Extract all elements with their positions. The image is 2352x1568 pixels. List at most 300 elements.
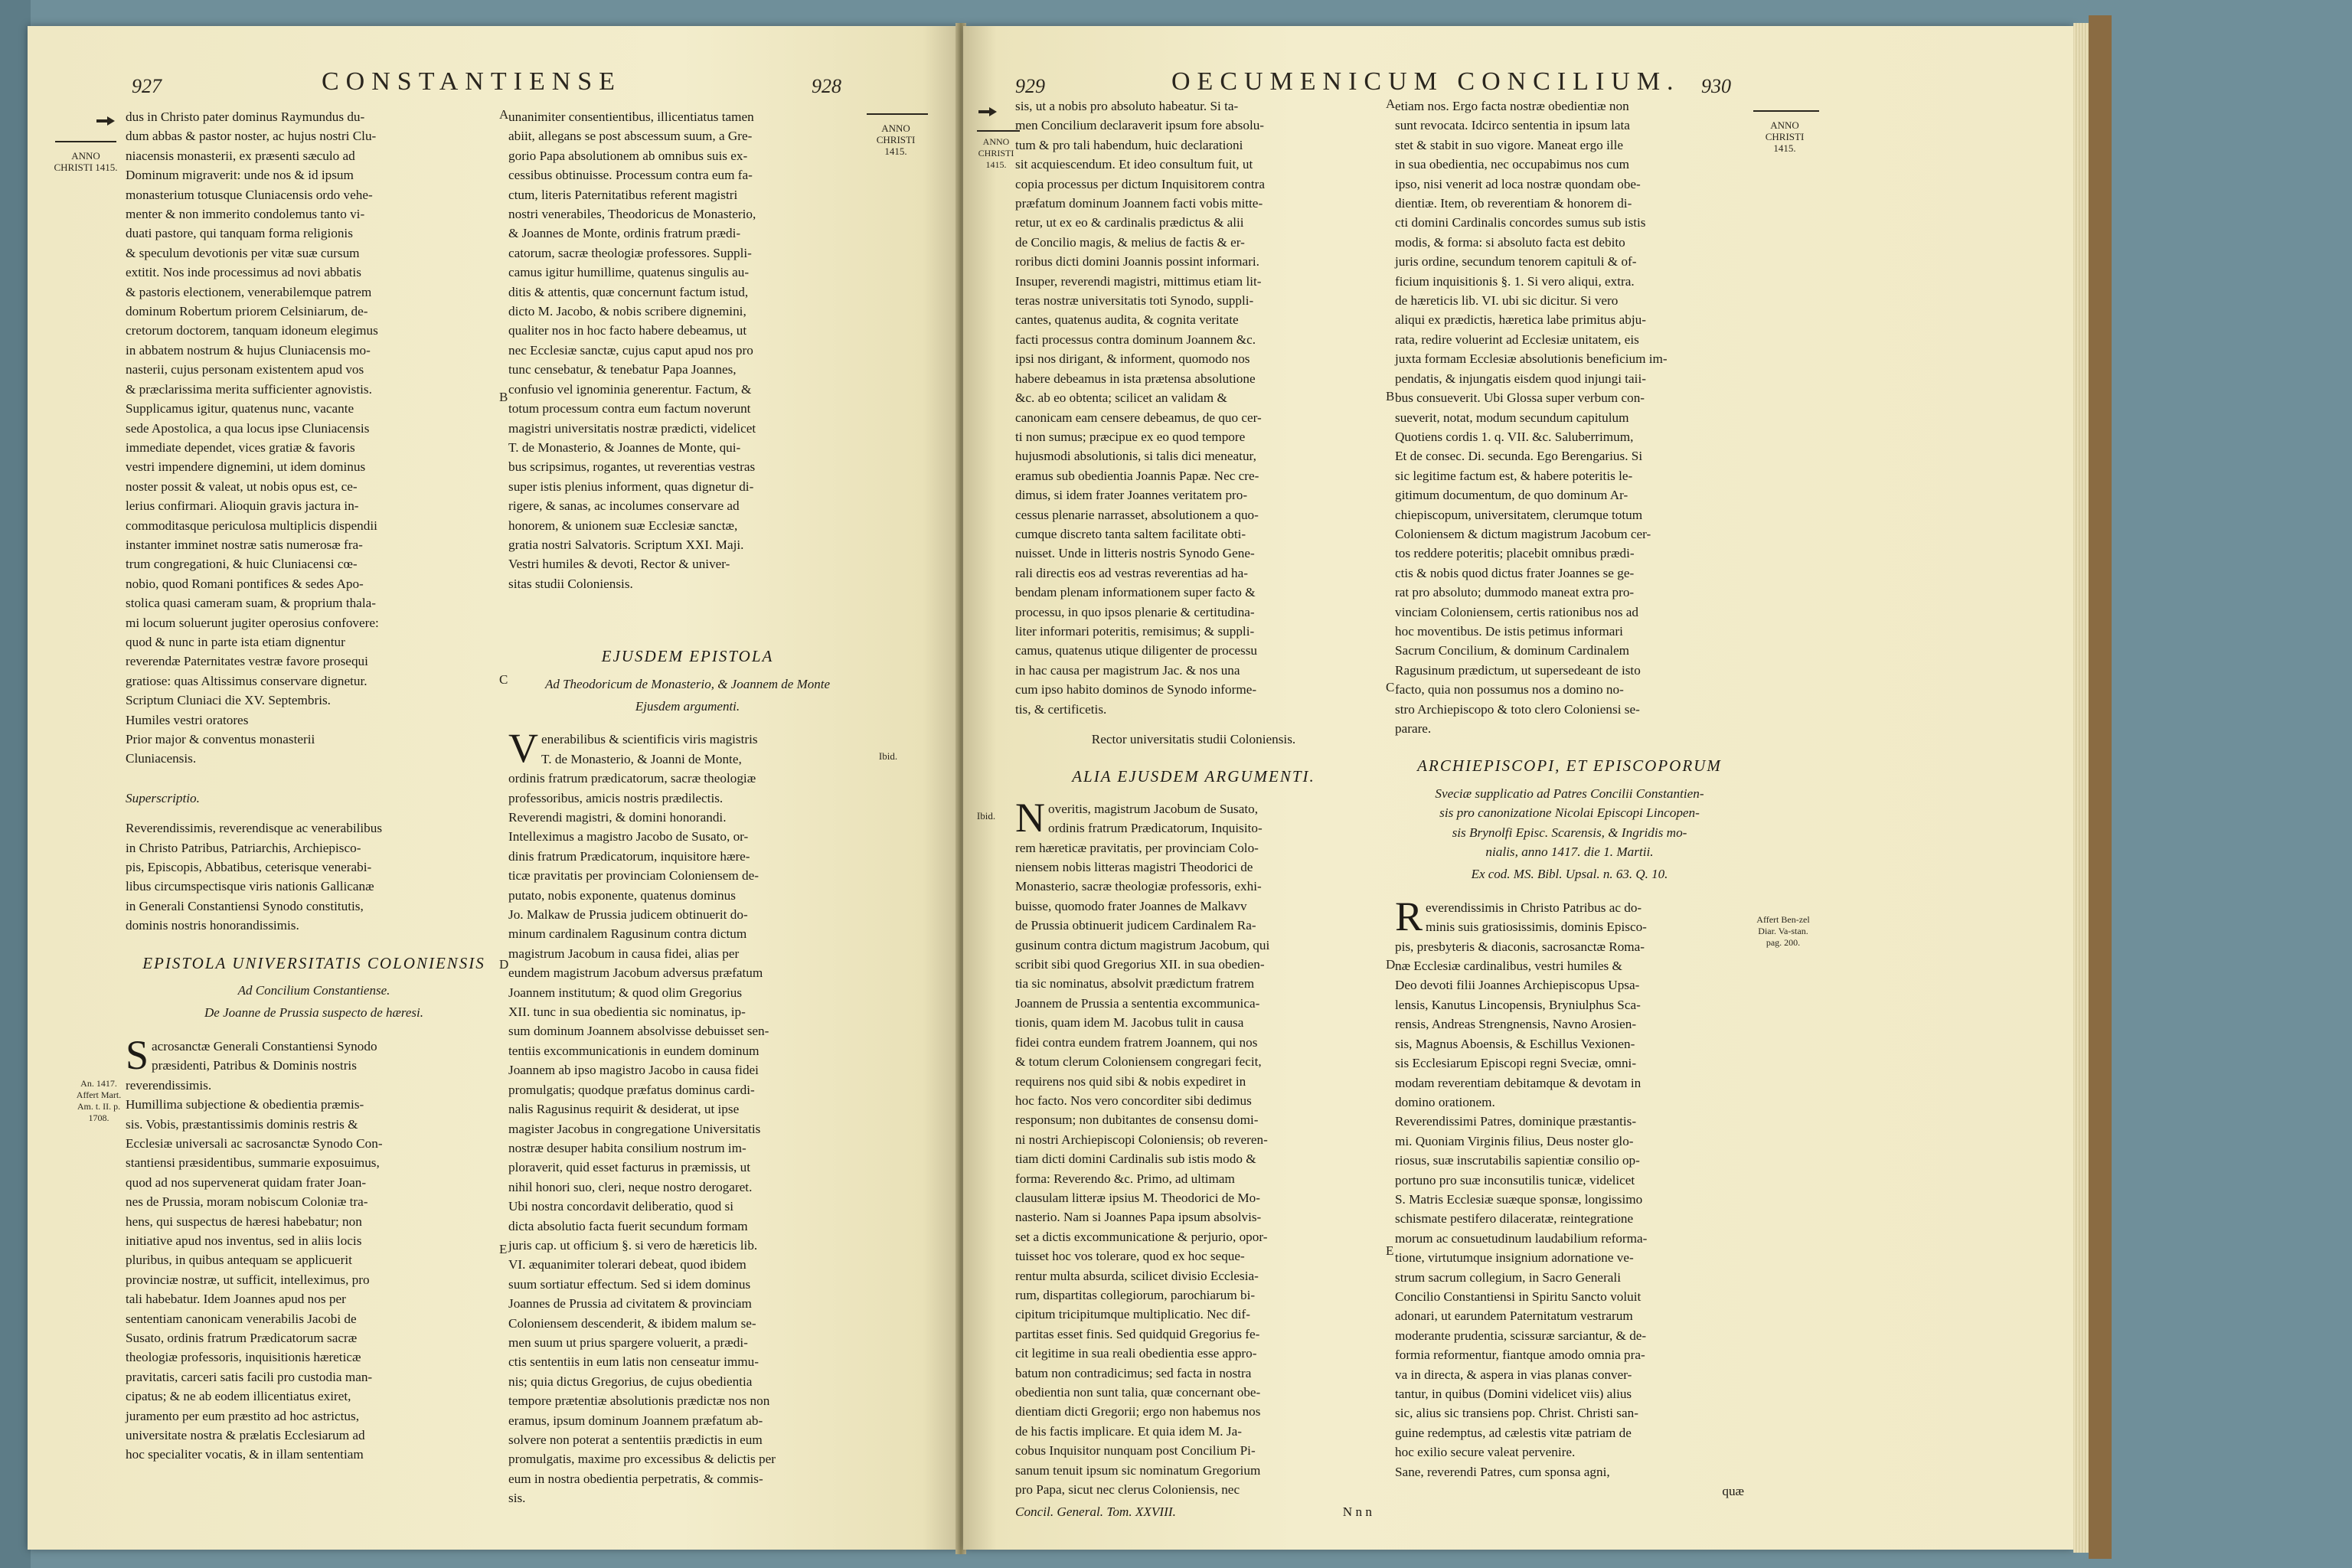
text-line: Ecclesiæ universali ac sacrosanctæ Synodo Con- (126, 1135, 383, 1151)
text-line: lensis, Kanutus Lincopensis, Bryniulphus Sca- (1395, 997, 1641, 1012)
text-line: morum ac consuetudinum laudabilium reforma- (1395, 1230, 1648, 1246)
text-line: dicto M. Jacobo, & nobis scribere dignemini, (508, 304, 746, 319)
text-line: bendam plenam informationem super facto & (1015, 585, 1256, 600)
text-line: dicta absolutio facta fuerit secundum formam (508, 1218, 748, 1233)
text-line: clausulam litteræ ipsius M. Theodorici de Mo- (1015, 1190, 1260, 1205)
text-line: in hac causa per magistrum Jac. & nos una (1015, 662, 1240, 678)
text-line: qualiter nos in hoc facto habere debeamus, ut (508, 323, 747, 338)
text-line: sic legitime factum est, & habere poteritis le- (1395, 468, 1633, 483)
text-line: ipso, nisi venerit ad loca nostræ quondam obe- (1395, 176, 1641, 191)
text-line: tempore prætentiæ absolutionis prædictæ nos non (508, 1393, 770, 1409)
text-line: pis, Episcopis, Abbatibus, ceterisque venerabi- (126, 860, 372, 875)
text-line: facti processus contra dominum Joannem &c. (1015, 332, 1256, 347)
text-line: cipatus; & ne ab eodem illicentiatus exiret, (126, 1389, 351, 1404)
text-line: T. de Monasterio, & Joannes de Monte, qui- (508, 439, 741, 455)
text-line: tionis, quam idem M. Jacobus tulit in causa (1015, 1015, 1244, 1031)
text-line: mi locum soluerunt jugiter operosius confovere: (126, 615, 379, 630)
text-line: Prior major & conventus monasterii (126, 732, 315, 746)
text-line: hoc exilio secure valeat pervenire. (1395, 1445, 1576, 1460)
text-line: lerius confirmari. Alioquin gravis jactura in- (126, 498, 359, 514)
text-column (1395, 96, 1744, 1501)
text-line: rum, dispartitas collegiorum, parochiarum bi- (1015, 1287, 1256, 1302)
text-line: solvere non poterat a sententiis prædictis in eum (508, 1432, 763, 1447)
text-line: sede Apostolica, a qua locus ipse Cluniacensis (126, 420, 370, 436)
text-line: Ragusinum prædictum, ut supersedeant de isto (1395, 662, 1641, 678)
text-line: gusinum contra dictum magistrum Jacobum, qui (1015, 937, 1270, 952)
text-column (126, 107, 502, 1465)
section-subtitle: De Joanne de Prussia suspecto de hæresi. (204, 1005, 423, 1021)
section-subtitle: Ad Concilium Constantiense. (237, 983, 390, 998)
text-line: camus, quatenus utique diligenter de processu (1015, 643, 1257, 658)
text-line: sueverit, notat, modum secundum capitulum (1395, 410, 1629, 425)
text-line: ctum, literis Paternitatibus referent magistri (508, 187, 738, 202)
text-line: in sua obedientia, nec occupabimus nos cum (1395, 157, 1629, 172)
text-line: cessus plenarie narrasset, absolutionem a quo- (1015, 507, 1259, 522)
text-line: bus consueverit. Ubi Glossa super verbum con- (1395, 390, 1645, 406)
text-line: immediate dependet, vices gratiæ & favoris (126, 439, 355, 455)
text-line: Susato, ordinis fratrum Prædicatorum sacræ (126, 1330, 358, 1345)
text-line: obedientia non sunt talia, quæ concernant obe- (1015, 1385, 1261, 1400)
text-line: ordinis fratrum prædicatorum, sacræ theologiæ (508, 771, 756, 786)
text-column (1015, 96, 1372, 1522)
text-line: Vestri humiles & devoti, Rector & univer- (508, 557, 730, 572)
section-title: ALIA EJUSDEM ARGUMENTI. (1072, 767, 1315, 786)
text-line: nihil honori suo, cleri, neque nostro derogaret. (508, 1179, 753, 1194)
text-line: schismate pestifero dilaceratæ, reintegratione (1395, 1211, 1634, 1227)
text-line: rentur multa absurda, scilicet divisio Ecclesia- (1015, 1268, 1259, 1283)
text-line: præfatum dominum Joannem facti vobis mitte- (1015, 196, 1263, 211)
text-line: hujusmodi absolutionis, si talis dici meneatur, (1015, 449, 1256, 464)
text-line: Joannem ab ipso magistro Jacobo in causa fidei (508, 1063, 759, 1078)
text-line: initiative apud nos inventus, sed in aliis locis (126, 1233, 362, 1248)
page-number: 928 (812, 75, 841, 97)
text-line: liter informari poteritis, remisimus; & suppli- (1015, 623, 1255, 639)
text-line: reverendæ Paternitates vestræ favore prosequi (126, 654, 368, 669)
section-title: EPISTOLA UNIVERSITATIS COLONIENSIS (142, 953, 485, 972)
text-line: nasterio. Nam si Joannes Papa ipsum absolvis- (1015, 1210, 1262, 1225)
text-line: chiepiscopum, universitatem, clerumque totum (1395, 507, 1643, 522)
text-line: & Joannes de Monte, ordinis fratrum prædi- (508, 226, 741, 241)
text-line: Sacrum Concilium, & dominum Cardinalem (1395, 643, 1629, 658)
text-line: nis; quia dictus Gregorius, de cujus obedientia (508, 1374, 753, 1389)
text-line: & præclarissima merita sufficienter agnovistis. (126, 381, 372, 397)
text-line: in Christo Patribus, Patriarchis, Archiepisco- (126, 840, 361, 855)
text-line: S. Matris Ecclesiæ suæque sponsæ, longissimo (1395, 1191, 1643, 1207)
text-line: stet & stabit in suo vigore. Maneat ergo ille (1395, 137, 1624, 152)
text-line: sunt revocata. Idcirco sententia in ipsum lata (1395, 118, 1630, 133)
text-line: catorum, sacræ theologiæ professores. Suppli- (508, 245, 752, 260)
text-line: de his factis implicare. Et quia idem M. Ja- (1015, 1423, 1242, 1439)
text-line: trum congregationi, & huic Cluniacensi cœ- (126, 557, 358, 572)
text-line: tuisset hoc vos tolerare, quod ex hoc seque- (1015, 1249, 1245, 1264)
text-line: hoc moventibus. De istis petimus informari (1395, 623, 1623, 639)
text-line: aliqui ex prædictis, hæretica labe primitus abju- (1395, 312, 1646, 328)
text-line: Joannem de Prussia a sententia excommunica- (1015, 995, 1260, 1011)
text-line: Intelleximus a magistro Jacobo de Susato, or- (508, 829, 749, 844)
text-line: dientiam dicti Gregorii; ergo non habemus nos (1015, 1404, 1261, 1419)
text-line: Supplicamus igitur, quatenus nunc, vacante (126, 401, 354, 416)
text-line: sis, ut a nobis pro absoluto habeatur. Si ta- (1015, 99, 1239, 113)
text-line: ticæ pravitatis per provinciam Coloniensem de- (508, 868, 759, 884)
text-line: de hæreticis lib. VI. ubi sic dicitur. Si vero (1395, 293, 1619, 309)
text-line: rali directis eos ad vestras reverentias ad ha- (1015, 565, 1248, 580)
text-line: responsum; non dubitantes de consensu domi- (1015, 1112, 1259, 1128)
text-line: buisse, quomodo frater Joannes de Malkavv (1015, 898, 1247, 913)
text-line: Humiles vestri oratores (126, 712, 249, 727)
text-line: requirens nos quid sibi & nobis expediret in (1015, 1073, 1246, 1089)
drop-cap: R (1395, 893, 1423, 939)
text-line: extitit. Nos inde processimus ad novi abbatis (126, 265, 361, 280)
text-line: portuno pro suæ inconsutilis tunicæ, videlicet (1395, 1172, 1635, 1187)
catchword: quæ (1722, 1484, 1744, 1499)
text-line: Cluniacensis. (126, 751, 197, 766)
text-line: Joannem institutum; & quod olim Gregorius (508, 985, 743, 1000)
text-line: dimus, si idem frater Joannes veritatem pro- (1015, 488, 1248, 503)
margin-note: Affert Ben-zel Diar. Va-stan. pag. 200. (1756, 914, 1810, 948)
section-letter: C (1386, 680, 1395, 694)
text-column (508, 107, 867, 1508)
text-line: & speculum devotionis per vitæ suæ cursum (126, 245, 360, 260)
text-line: totum processum contra eum factum noverunt (508, 401, 751, 416)
text-line: sententiam canonicam venerabilis Jacobi de (126, 1311, 357, 1326)
text-line: modam reverentiam debitamque & devotam in (1395, 1075, 1642, 1090)
text-line: tia sic nominatus, absolvit prædictum fratrem (1015, 976, 1255, 991)
text-line: nostri venerabiles, Theodoricus de Monasterio, (508, 207, 756, 222)
text-line: cobus Inquisitor nunquam post Concilium Pi- (1015, 1443, 1256, 1459)
text-line: hens, qui suspectus de hæresi habebatur; non (126, 1214, 362, 1229)
text-line: ctis sententiis in eum latis non censeatur immu- (508, 1354, 759, 1370)
text-line: Coloniensem & dictum magistrum Jacobum cer- (1395, 526, 1651, 541)
text-line: ti non sumus; præcipue ex eo quod tempore (1015, 429, 1246, 444)
text-line: tum & pro tali habendum, huic declarationi (1015, 137, 1243, 152)
margin-note: Ibid. (878, 750, 898, 762)
text-line: partitas esset finis. Sed quidquid Gregorius fe- (1015, 1326, 1260, 1341)
text-line: sum dominum Joannem absolvisse debuisset sen- (508, 1024, 769, 1039)
source-note: Ex cod. MS. Bibl. Upsal. n. 63. Q. 10. (1471, 867, 1668, 882)
text-line: Ubi nostra concordavit deliberatio, quod si (508, 1199, 734, 1214)
text-line: sis. (508, 1491, 526, 1506)
text-line: tunc censebatur, & tenebatur Papa Joannes, (508, 362, 737, 377)
text-line: de Prussia obtinuerit judicem Cardinalem Ra- (1015, 918, 1256, 933)
section-letter: D (499, 957, 509, 972)
margin-rule (55, 141, 116, 142)
text-line: cum ipso habito dominos de Synodo informe- (1015, 682, 1257, 697)
text-line: tis, & certificetis. (1015, 701, 1107, 717)
text-line: juxta formam Ecclesiæ absolutionis beneficium im- (1395, 351, 1668, 367)
text-line: unanimiter consentientibus, illicentiatus tamen (508, 109, 754, 124)
text-line: rigere, & sanas, ac incolumes conservare ad (508, 498, 740, 514)
text-line: dominum Robertum priorem Celsiniarum, de- (126, 304, 368, 319)
text-line: niacensis monasterii, ex præsenti sæculo ad (126, 148, 355, 163)
text-line: Reverendissimis, reverendisque ac venerabilibus (126, 821, 383, 836)
text-line: nialis, anno 1417. die 1. Martii. (1485, 844, 1654, 860)
text-line: nalis Ragusinus requirit & desiderat, ut ipse (508, 1102, 740, 1117)
text-line: & pastoris electionem, venerabilemque patrem (126, 284, 372, 299)
text-line: Venerabilibus & scientificis viris magistris (508, 725, 758, 772)
text-line: & totum clerum Coloniensem congregari fecit, (1015, 1054, 1262, 1070)
section-title: Superscriptio. (126, 790, 200, 805)
text-line: honorem, & unionem suæ Ecclesiæ sanctæ, (508, 518, 738, 533)
running-head: CONSTANTIENSE (322, 67, 622, 96)
text-line: men suum ut prius spargere voluerit, a prædi- (508, 1334, 748, 1350)
text-line: putato, nobis exponente, quatenus dominus (508, 887, 736, 903)
text-line: niensem nobis litteras magistri Theodorici de (1015, 860, 1253, 875)
text-line: Coloniensem descenderit, & ibidem malum se- (508, 1315, 756, 1331)
text-line: Et de consec. Di. secunda. Ego Berengarius. Si (1395, 449, 1643, 464)
text-line: commoditasque periculosa multiplicis dispendii (126, 518, 377, 533)
pointing-hand-icon (95, 113, 118, 129)
text-line: Quotiens cordis 1. q. VII. &c. Saluberrimum, (1395, 429, 1634, 444)
text-line: sitas studii Coloniensis. (508, 576, 633, 591)
text-line: in Generali Constantiensi Synodo constitutis, (126, 898, 364, 913)
text-line: VI. æquanimiter tolerari debeat, quod ibidem (508, 1257, 746, 1272)
text-line: habere debeamus in ista prætensa absolutione (1015, 371, 1256, 386)
text-line: parare. (1395, 721, 1432, 736)
text-line: cretorum doctorem, tanquam idoneum elegimus (126, 323, 378, 338)
text-line: nobio, quod Romani pontifices & sedes Apo- (126, 576, 364, 591)
footer-volume: Concil. General. Tom. XXVIII. (1015, 1504, 1176, 1520)
text-line: rem hæreticæ pravitatis, per provinciam Colo- (1015, 840, 1259, 855)
text-line: sis. Vobis, præstantissimis dominis restris & (126, 1116, 358, 1132)
text-line: ploraverit, quid esset facturus in præmissis, ut (508, 1160, 751, 1175)
text-line: monasterium totusque Cluniacensis ordo vehe- (126, 187, 373, 202)
text-line: adonari, ut earundem Paternitatum vestrarum (1395, 1308, 1633, 1324)
text-line: Reverendi magistri, & domini honorandi. (508, 810, 727, 825)
section-letter: E (1386, 1243, 1394, 1258)
text-line: va in directa, & aspera in vias planas conver- (1395, 1367, 1632, 1382)
text-line: gratiose: quas Altissimus conservare dignetur. (126, 673, 368, 688)
text-line: stro Archiepiscopo & toto clero Coloniensi se- (1395, 701, 1640, 717)
section-letter: A (499, 107, 509, 122)
text-line: nuisset. Unde in litteris nostris Synodo Gene- (1015, 546, 1255, 561)
text-line: gitimum documentum, de quo dominum Ar- (1395, 488, 1628, 503)
text-line: confusio vel ignominia generentur. Factum, & (508, 381, 752, 397)
text-line: sis, Magnus Aboensis, & Eschillus Vexionen- (1395, 1036, 1635, 1051)
text-line: sis Ecclesiarum Episcopi regni Sveciæ, omni- (1395, 1056, 1637, 1071)
signature: Rector universitatis studii Coloniensis. (1091, 732, 1296, 746)
text-line: præsidenti, Patribus & Dominis nostris (152, 1058, 357, 1073)
text-line: stantiensi præsidentibus, summarie exposuimus, (126, 1155, 380, 1171)
text-line: ditis & attentis, quæ concernunt factum istud, (508, 284, 749, 299)
text-line: &c. ab eo obtenta; scilicet an validam & (1015, 390, 1227, 406)
text-line: tiam dicti domini Cardinalis sub istis modo & (1015, 1152, 1256, 1167)
text-line: XII. tunc in sua obedientia sic nominatus, ip- (508, 1004, 746, 1020)
text-line: Noveritis, magistrum Jacobum de Susato, (1015, 794, 1259, 841)
text-line: minis suis gratiosissimis, dominis Episco- (1426, 920, 1647, 935)
text-line: nes de Prussia, moram nobiscum Coloniæ tra- (126, 1194, 368, 1210)
text-line: formia reformentur, fiantque amodo omnia pra- (1395, 1348, 1645, 1363)
text-line: gratia nostri Salvatoris. Scriptum XXI. Maji. (508, 537, 744, 552)
text-line: ipsi nos dirigant, & informent, quomodo nos (1015, 351, 1250, 367)
text-line: gorio Papa absolutionem ab omnibus suis ex- (508, 148, 748, 163)
text-line: canonicam eam censere debeamus, de quo cer- (1015, 410, 1262, 425)
text-line: Insuper, reverendi magistri, mittimus etiam lit- (1015, 273, 1262, 289)
text-line: pluribus, in quibus antequam se applicuerit (126, 1253, 352, 1268)
text-line: juris ordine, secundum tenorem capituli & of- (1395, 254, 1637, 270)
text-line: suum sortiatur effectum. Sed si idem dominus (508, 1276, 751, 1292)
section-letter: C (499, 672, 508, 687)
text-line: nostræ desuper habita consilium nostrum im- (508, 1140, 746, 1155)
text-line: reverendissimis. (126, 1077, 212, 1093)
text-line: eum in nostra obedientia perpetratis, & commis- (508, 1471, 763, 1486)
margin-note: An. 1417. Affert Mart. Am. t. II. p. 1708. (76, 1078, 122, 1123)
text-line: Joannes de Prussia ad civitatem & provinciam (508, 1296, 752, 1312)
text-line: scribit sibi quod Gregorius XII. in sua obedien- (1015, 957, 1265, 972)
text-line: Jo. Malkaw de Prussia judicem obtinuerit do- (508, 907, 748, 923)
text-line: copia processus per dictum Inquisitorem contra (1015, 176, 1265, 191)
text-line: cti domini Cardinalis concordes sumus sub istis (1395, 215, 1646, 230)
text-line: ordinis fratrum Prædicatorum, Inquisito- (1048, 821, 1263, 836)
text-line: eramus sub obedientia Joannis Papæ. Nec cre- (1015, 468, 1259, 483)
text-line: set a dictis excommunicatione & perjurio, opor- (1015, 1229, 1268, 1244)
page-edges (2073, 23, 2089, 1553)
text-line: cumque discreto tanta saltem facilitate obti- (1015, 526, 1246, 541)
text-line: mi. Quoniam Virginis filius, Deus noster glo- (1395, 1133, 1634, 1148)
text-line: magister Jacobus in congregatione Universitatis (508, 1121, 761, 1136)
text-line: cit legitime in sua reali obedientia esse appro- (1015, 1346, 1257, 1361)
margin-rule (1753, 110, 1819, 112)
text-line: nasterii, cujus personam existentem apud vos (126, 362, 364, 377)
margin-year: ANNO CHRISTI 1415. (876, 122, 916, 157)
text-line: roribus dicti domini Joannis possint informari. (1015, 254, 1259, 270)
text-line: pis, presbyteris & diaconis, sacrosanctæ Roma- (1395, 939, 1645, 954)
text-line: guine redemptus, ad cælestis vitæ patriam de (1395, 1425, 1632, 1440)
page-number: 929 (1015, 75, 1045, 97)
text-line: cessibus obtinuisse. Processum contra eum fa- (508, 168, 753, 183)
text-line: sanum tenuit ipsum sic nominatum Gregorium (1015, 1462, 1261, 1478)
margin-year: ANNO CHRISTI 1415. (978, 136, 1014, 170)
text-line: stolica quasi cameram suam, & proprium thala- (126, 596, 376, 611)
text-line: dus in Christo pater dominus Raymundus du- (126, 109, 365, 124)
text-line: rata, redire voluerint ad Ecclesiæ unitatem, eis (1395, 332, 1639, 347)
text-line: dinis fratrum Prædicatorum, inquisitore hære- (508, 848, 750, 864)
text-line: eundem magistrum Jacobum adversus præfatum (508, 965, 763, 981)
drop-cap: S (126, 1031, 149, 1078)
section-letter: D (1386, 957, 1396, 972)
text-line: facto, quia non possumus nos a domino no- (1395, 682, 1624, 697)
text-line: men Concilium declaraverit ipsum fore absolu- (1015, 118, 1265, 133)
page-number: 930 (1701, 75, 1731, 97)
text-line: dum abbas & pastor noster, ac hujus nostri Clu- (126, 129, 377, 144)
text-line: in abbatem nostrum & hujus Cluniacensis mo- (126, 342, 371, 358)
section-title: EJUSDEM EPISTOLA (601, 647, 774, 666)
text-line: Humillima subjectione & obedientia præmis- (126, 1097, 364, 1112)
text-line: tentiis excommunicationis in eundem dominum (508, 1043, 760, 1058)
text-line: super istis plenius informent, quas dignetur di- (508, 479, 754, 494)
text-line: modis, & forma: si absoluto facta est debito (1395, 234, 1625, 250)
running-head: OECUMENICUM CONCILIUM. (1171, 67, 1681, 96)
text-line: eramus, ipsum dominum Joannem præfatum ab- (508, 1413, 763, 1428)
text-line: Reverendissimi Patres, dominique præstantis- (1395, 1114, 1637, 1129)
text-line: fidei contra eundem fratrem Joannem, qui nos (1015, 1034, 1258, 1050)
signature-mark: N n n (1342, 1504, 1372, 1520)
text-line: vinciam Coloniensem, certis rationibus nos ad (1395, 604, 1638, 619)
text-line: tione, virtutumque insignium adornatione ve- (1395, 1250, 1634, 1266)
text-line: menter & non immerito condolemus tanto vi- (126, 207, 365, 222)
text-line: processu, in quo ipsos plenarie & certitudina- (1015, 604, 1255, 619)
text-line: retur, ut ex eo & cardinalis prædictus & alii (1015, 215, 1244, 230)
text-line: vestri impendere dignemini, ut idem dominus (126, 459, 366, 475)
page-number: 927 (132, 75, 162, 97)
text-line: juramento per eum præstito ad hoc astrictus, (126, 1408, 360, 1423)
text-line: Dominum migraverit: unde nos & id ipsum (126, 168, 354, 183)
text-line: tos reddere poteritis; placebit omnibus prædi- (1395, 546, 1635, 561)
section-subtitle: Ejusdem argumenti. (635, 698, 740, 714)
margin-year: ANNO CHRISTI 1415. (1765, 119, 1805, 154)
text-line: moderante prudentia, scissuræ sarciantur, & de- (1395, 1328, 1647, 1343)
text-line: rat pro absoluto; dummodo maneat extra pro- (1395, 585, 1635, 600)
section-letter: E (499, 1242, 508, 1256)
text-line: Scriptum Cluniaci die XV. Septembris. (126, 693, 331, 708)
text-line: pendatis, & injungatis eisdem quod injungi taii- (1395, 371, 1646, 386)
text-line: hoc specialiter vocatis, & in illam sententiam (126, 1447, 364, 1462)
text-line: ctis & nobis quod dictus frater Joannes se ge- (1395, 565, 1635, 580)
text-line: tantur, in quibus (Domini videlicet viis) alius (1395, 1387, 1632, 1401)
text-line: Concilio Constantiensi in Spiritu Sancto voluit (1395, 1289, 1642, 1304)
section-letter: B (1386, 389, 1395, 403)
text-line: dientiæ. Item, ob reverentiam & honorem di- (1395, 196, 1632, 211)
text-line: riosus, suæ inscrutabilis sapientiæ consilio op- (1395, 1153, 1640, 1168)
text-line: professoribus, amicis nostris prædilectis. (508, 790, 724, 805)
text-line: sis Brynolfi Episc. Scarensis, & Ingridis mo- (1452, 825, 1687, 840)
margin-year: ANNO CHRISTI 1415. (54, 150, 118, 173)
text-line: dominis nostris honorandissimis. (126, 918, 299, 933)
text-line: Monasterio, sacræ theologiæ professoris, exhi- (1015, 879, 1262, 894)
text-line: strum sacrum collegium, in Sacro Generali (1395, 1269, 1621, 1285)
text-line: sis pro canonizatione Nicolai Episcopi Lincopen- (1439, 805, 1700, 821)
section-letter: A (1386, 96, 1396, 111)
text-line: cipitum tricipitumque multiplicatio. Nec dif- (1015, 1307, 1250, 1322)
section-subtitle: Ad Theodoricum de Monasterio, & Joannem de Monte (544, 676, 831, 691)
text-line: batum non contradicimus; sed facta in nostra (1015, 1365, 1252, 1380)
text-line: domino orationem. (1395, 1094, 1495, 1109)
text-line: instanter imminet nostræ satis numerosæ fra- (126, 537, 363, 552)
text-line: Sacrosanctæ Generali Constantiensi Synodo (126, 1031, 377, 1078)
text-line: næ Ecclesiæ cardinalibus, vestri humiles & (1395, 959, 1622, 974)
text-line: provinciæ nostræ, ut sufficit, intelleximus, pro (126, 1272, 370, 1287)
text-line: Sveciæ supplicatio ad Patres Concilii Constantien- (1435, 786, 1704, 801)
text-line: juris cap. ut officium §. si vero de hæreticis lib. (508, 1237, 758, 1253)
text-line: T. de Monasterio, & Joanni de Monte, (541, 751, 742, 766)
text-line: sic, alius sic transiens pop. Christ. Christi san- (1395, 1406, 1638, 1421)
text-line: etiam nos. Ergo facta nostræ obedientiæ non (1395, 99, 1629, 113)
text-line: nec Ecclesiæ sanctæ, cujus caput apud nos pro (508, 342, 753, 358)
text-line: promulgatis, maxime pro excessibus & delictis per (508, 1452, 776, 1467)
text-line: de Concilio magis, & melius de factis & er- (1015, 234, 1245, 250)
text-line: universitate nostra & prælatis Ecclesiarum ad (126, 1428, 365, 1442)
text-line: magistrum Jacobum in causa fidei, alias per (508, 946, 740, 961)
text-line: rensis, Andreas Strengnensis, Navno Arosien- (1395, 1017, 1637, 1032)
text-line: theologiæ professoris, inquisitionis hæreticæ (126, 1350, 361, 1365)
text-line: promulgatis; quodque præfatus dominus cardi- (508, 1082, 755, 1097)
text-line: sit acquiescendum. Et ideo consultum fuit, ut (1015, 157, 1253, 172)
book-cover (2089, 15, 2112, 1559)
text-line: cantes, quatenus audita, & cognita veritate (1015, 312, 1239, 328)
text-line: ni nostri Archiepiscopi Coloniensis; ob reveren- (1015, 1132, 1268, 1147)
text-line: libus circumspectisque viris nationis Gallicanæ (126, 879, 374, 894)
text-line: pravitatis, carceri satis facili pro custodia man- (126, 1369, 373, 1384)
section-letter: B (499, 390, 508, 404)
text-line: quod ad nos supervenerat quidam frater Joan- (126, 1174, 367, 1190)
background (0, 0, 31, 1568)
text-line: duati pastore, qui tanquam forma religionis (126, 226, 353, 241)
drop-cap: V (508, 725, 538, 772)
text-line: Deo devoti filii Joannes Archiepiscopus Upsa- (1395, 978, 1640, 993)
text-line: Reverendissimis in Christo Patribus ac do- (1395, 893, 1642, 939)
text-line: tali habebatur. Idem Joannes apud nos per (126, 1292, 346, 1307)
text-line: bus scripsimus, rogantes, ut reverentias vestras (508, 459, 756, 475)
margin-rule (977, 130, 1020, 132)
